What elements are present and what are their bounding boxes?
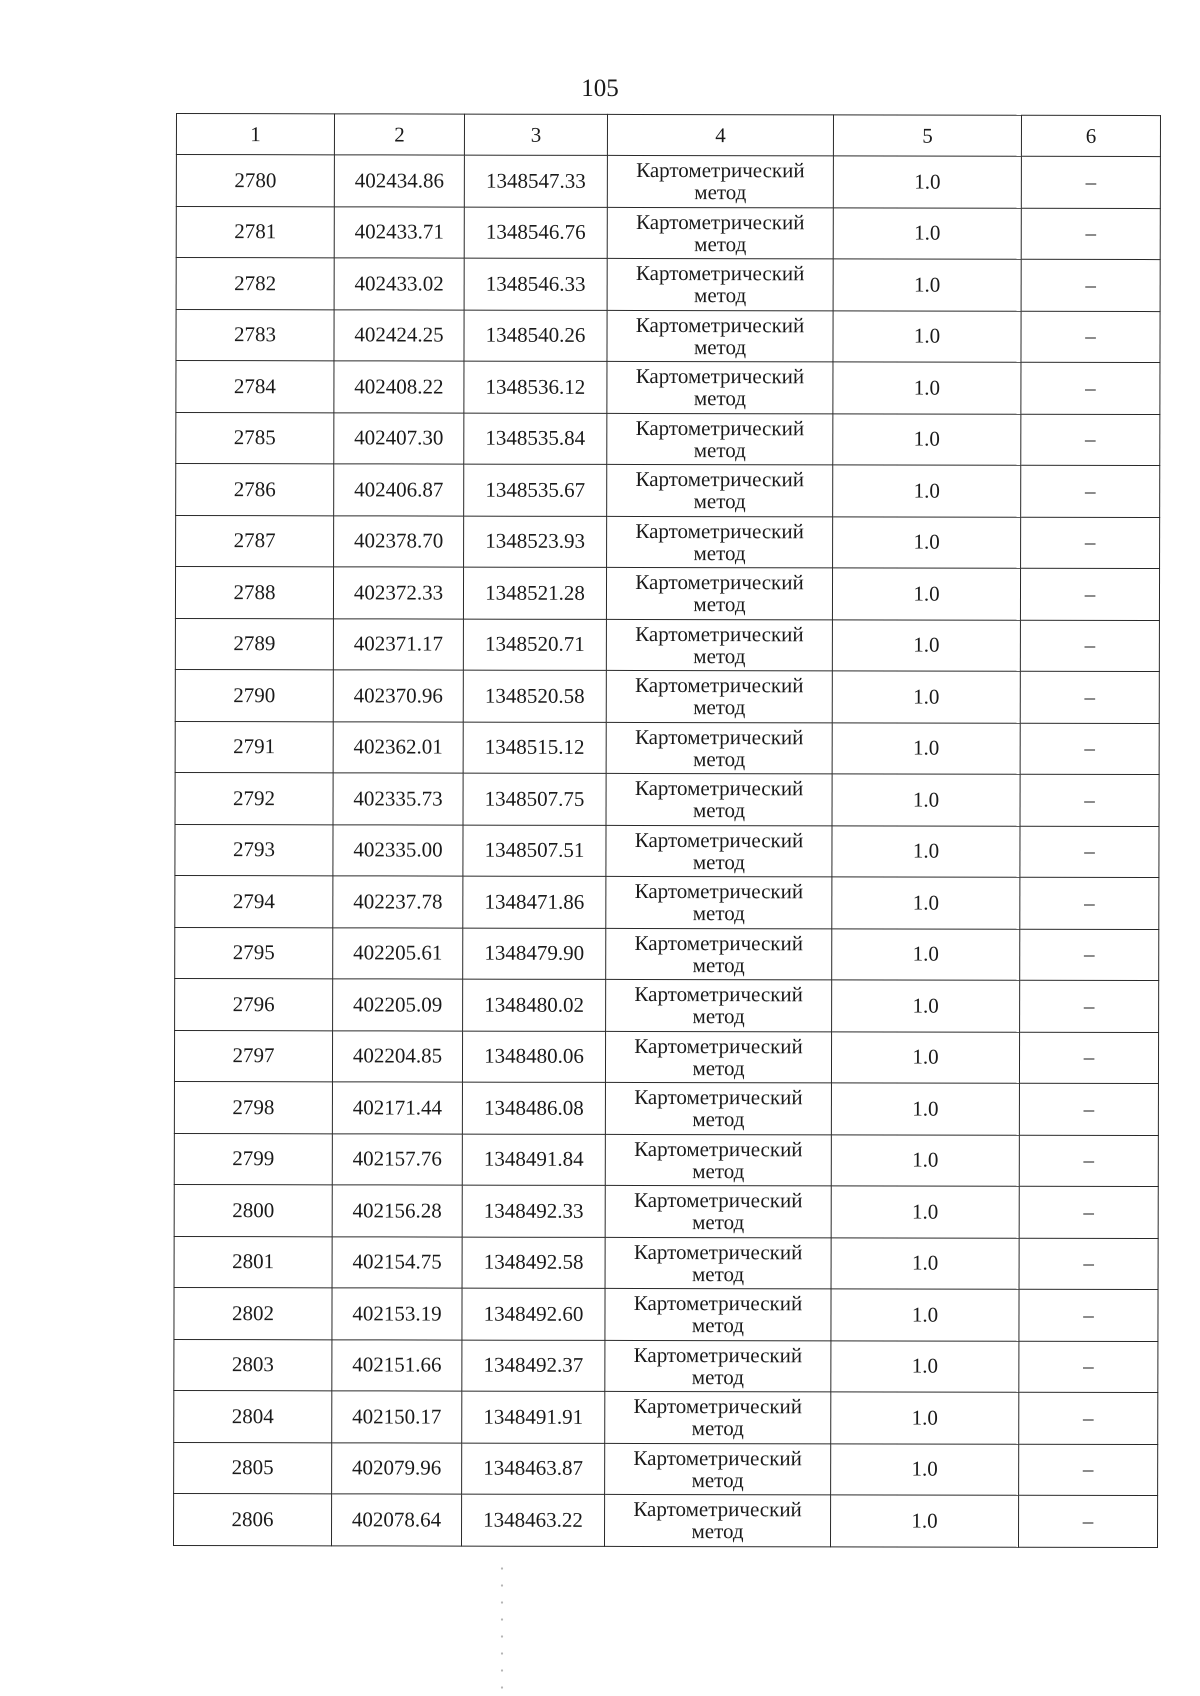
coordinate-x: 402407.30 xyxy=(334,412,464,464)
accuracy: 1.0 xyxy=(833,516,1021,568)
method-line-1: Картометрический xyxy=(635,673,804,698)
method-line-1: Картометрический xyxy=(634,724,804,750)
coordinate-x: 402237.78 xyxy=(333,876,463,928)
method-line-2: метод xyxy=(692,1210,745,1235)
point-number: 2800 xyxy=(174,1184,332,1236)
method-line-1: Картометрический xyxy=(636,209,805,235)
method-cell xyxy=(606,722,832,774)
accuracy: 1.0 xyxy=(833,156,1021,208)
note: – xyxy=(1019,1289,1158,1341)
header-col-4: 4 xyxy=(607,114,833,155)
method-cell xyxy=(607,155,833,207)
accuracy: 1.0 xyxy=(831,1443,1019,1495)
table-row xyxy=(175,875,1159,929)
method-line-1: Картометрический xyxy=(634,1033,803,1059)
note: – xyxy=(1019,1444,1158,1496)
method-line-2: метод xyxy=(693,643,746,668)
accuracy: 1.0 xyxy=(833,362,1021,414)
coordinate-y: 1348463.87 xyxy=(462,1443,605,1495)
accuracy: 1.0 xyxy=(831,1134,1019,1186)
table-row xyxy=(174,1287,1158,1341)
coordinate-y: 1348492.58 xyxy=(462,1237,605,1289)
note: – xyxy=(1021,362,1160,414)
coordinate-x: 402371.17 xyxy=(333,618,463,670)
method-line-1: Картометрический xyxy=(633,1188,803,1213)
note: – xyxy=(1019,1032,1158,1084)
table-row xyxy=(175,927,1159,981)
note: – xyxy=(1020,568,1159,620)
accuracy: 1.0 xyxy=(833,259,1021,311)
table-row xyxy=(176,464,1160,518)
method-line-1: Картометрический xyxy=(635,467,804,492)
note: – xyxy=(1021,259,1160,311)
coordinate-x: 402424.25 xyxy=(334,309,464,361)
note: – xyxy=(1020,774,1159,826)
method-cell xyxy=(605,1237,831,1289)
note: – xyxy=(1020,929,1159,981)
method-cell xyxy=(605,1031,831,1083)
coordinate-x: 402156.28 xyxy=(332,1185,462,1237)
method-cell xyxy=(604,1494,830,1546)
method-line-1: Картометрический xyxy=(633,1239,803,1265)
method-line-2: метод xyxy=(692,1158,745,1183)
accuracy: 1.0 xyxy=(832,671,1020,723)
note: – xyxy=(1019,1341,1158,1393)
method-line-2: метод xyxy=(694,180,747,205)
coordinate-y: 1348492.60 xyxy=(462,1288,605,1340)
point-number: 2792 xyxy=(175,772,333,824)
method-cell xyxy=(607,310,833,362)
table-row xyxy=(176,309,1160,363)
method-line-2: метод xyxy=(692,901,745,926)
note: – xyxy=(1021,208,1160,260)
header-col-3: 3 xyxy=(464,114,607,155)
method-cell xyxy=(607,516,833,568)
point-number: 2804 xyxy=(174,1390,332,1442)
coordinate-y: 1348480.06 xyxy=(462,1031,605,1083)
method-line-1: Картометрический xyxy=(634,982,803,1007)
coordinate-x: 402335.73 xyxy=(333,773,463,825)
point-number: 2798 xyxy=(174,1081,332,1133)
coordinate-x: 402204.85 xyxy=(332,1030,462,1082)
accuracy: 1.0 xyxy=(833,413,1021,465)
header-col-5: 5 xyxy=(833,115,1021,156)
method-line-2: метод xyxy=(693,489,746,514)
coordinate-x: 402151.66 xyxy=(332,1339,462,1391)
note: – xyxy=(1018,1495,1157,1547)
accuracy: 1.0 xyxy=(831,1289,1019,1341)
coordinate-x: 402335.00 xyxy=(333,824,463,876)
header-row xyxy=(176,114,1160,157)
table-row xyxy=(174,1133,1158,1187)
method-line-1: Картометрический xyxy=(633,1497,802,1522)
accuracy: 1.0 xyxy=(832,877,1020,929)
method-line-1: Картометрический xyxy=(634,1136,803,1162)
coordinate-y: 1348546.33 xyxy=(464,258,607,310)
note: – xyxy=(1020,671,1159,723)
table-body xyxy=(174,155,1161,1548)
method-cell xyxy=(606,876,832,928)
method-line-1: Картометрический xyxy=(634,930,804,956)
table-row xyxy=(175,824,1159,878)
method-cell xyxy=(606,773,832,825)
method-cell xyxy=(605,1391,831,1443)
coordinate-y: 1348535.84 xyxy=(464,413,607,465)
method-line-1: Картометрический xyxy=(633,1291,803,1316)
coordinate-y: 1348523.93 xyxy=(464,516,607,568)
point-number: 2793 xyxy=(175,824,333,876)
method-line-1: Картометрический xyxy=(633,1445,802,1471)
point-number: 2787 xyxy=(176,515,334,567)
accuracy: 1.0 xyxy=(832,928,1020,980)
note: – xyxy=(1020,826,1159,878)
point-number: 2803 xyxy=(174,1339,332,1391)
method-line-2: метод xyxy=(692,1107,745,1132)
coordinates-table xyxy=(173,113,1161,1548)
note: – xyxy=(1019,1083,1158,1135)
point-number: 2806 xyxy=(174,1493,332,1545)
method-cell xyxy=(605,1443,831,1495)
table-row xyxy=(175,567,1159,621)
coordinate-y: 1348486.08 xyxy=(462,1082,605,1134)
accuracy: 1.0 xyxy=(832,722,1020,774)
method-cell xyxy=(606,825,832,877)
method-cell xyxy=(605,1185,831,1237)
method-line-2: метод xyxy=(693,334,747,359)
method-line-1: Картометрический xyxy=(634,879,804,904)
method-line-2: метод xyxy=(691,1313,745,1338)
coordinate-y: 1348491.84 xyxy=(462,1134,605,1186)
table-row xyxy=(175,721,1159,775)
table-row xyxy=(174,1030,1158,1084)
coordinate-y: 1348507.51 xyxy=(463,825,606,877)
coordinate-x: 402205.61 xyxy=(333,927,463,979)
accuracy: 1.0 xyxy=(832,619,1020,671)
accuracy: 1.0 xyxy=(831,1237,1019,1289)
coordinate-x: 402434.86 xyxy=(334,155,464,207)
table-row xyxy=(175,618,1159,672)
method-line-1: Картометрический xyxy=(635,621,804,647)
coordinate-x: 402205.09 xyxy=(333,979,463,1031)
note: – xyxy=(1021,465,1160,517)
coordinate-y: 1348463.22 xyxy=(462,1494,605,1546)
coordinate-y: 1348535.67 xyxy=(464,464,607,516)
coordinate-x: 402079.96 xyxy=(332,1442,462,1494)
coordinate-x: 402433.71 xyxy=(334,206,464,258)
coordinate-y: 1348540.26 xyxy=(464,310,607,362)
accuracy: 1.0 xyxy=(831,1392,1019,1444)
method-cell xyxy=(605,1340,831,1392)
note: – xyxy=(1021,156,1160,208)
note: – xyxy=(1021,311,1160,363)
table-row xyxy=(175,669,1159,723)
table-row xyxy=(174,1236,1158,1290)
accuracy: 1.0 xyxy=(831,1031,1019,1083)
coordinate-y: 1348471.86 xyxy=(463,876,606,928)
coordinate-y: 1348492.37 xyxy=(462,1340,605,1392)
point-number: 2784 xyxy=(176,361,334,413)
coordinate-y: 1348480.02 xyxy=(463,979,606,1031)
point-number: 2790 xyxy=(175,669,333,721)
note: – xyxy=(1019,1135,1158,1187)
method-cell xyxy=(607,413,833,465)
accuracy: 1.0 xyxy=(833,310,1021,362)
method-line-2: метод xyxy=(693,746,746,771)
accuracy: 1.0 xyxy=(832,825,1020,877)
coordinate-x: 402157.76 xyxy=(332,1133,462,1185)
accuracy: 1.0 xyxy=(831,1340,1019,1392)
note: – xyxy=(1020,723,1159,775)
coordinate-x: 402362.01 xyxy=(333,721,463,773)
accuracy: 1.0 xyxy=(831,1186,1019,1238)
table-row xyxy=(175,772,1159,826)
method-cell xyxy=(605,1134,831,1186)
method-line-2: метод xyxy=(691,1519,744,1544)
point-number: 2795 xyxy=(175,927,333,979)
method-line-1: Картометрический xyxy=(633,1394,803,1419)
note: – xyxy=(1021,517,1160,569)
point-number: 2799 xyxy=(174,1133,332,1185)
method-cell xyxy=(607,464,833,516)
method-line-2: метод xyxy=(691,1467,744,1492)
point-number: 2786 xyxy=(176,464,334,516)
coordinate-y: 1348507.75 xyxy=(463,773,606,825)
note: – xyxy=(1020,980,1159,1032)
table-row xyxy=(176,206,1160,260)
table-row xyxy=(176,515,1160,569)
coordinate-x: 402078.64 xyxy=(332,1494,462,1546)
coordinate-y: 1348520.71 xyxy=(463,619,606,671)
coordinate-y: 1348520.58 xyxy=(463,670,606,722)
table-row xyxy=(176,155,1160,209)
method-line-2: метод xyxy=(694,283,747,308)
coordinate-y: 1348546.76 xyxy=(464,207,607,259)
method-line-2: метод xyxy=(693,592,746,617)
method-line-2: метод xyxy=(691,1364,744,1389)
coordinate-x: 402408.22 xyxy=(334,361,464,413)
method-line-1: Картометрический xyxy=(634,827,804,853)
table-row xyxy=(174,1493,1158,1547)
accuracy: 1.0 xyxy=(833,465,1021,517)
header-col-1: 1 xyxy=(176,114,334,155)
note: – xyxy=(1021,414,1160,466)
method-line-1: Картометрический xyxy=(635,518,804,544)
accuracy: 1.0 xyxy=(832,980,1020,1032)
note: – xyxy=(1019,1392,1158,1444)
method-cell xyxy=(606,619,832,671)
note: – xyxy=(1020,877,1159,929)
table-row xyxy=(174,1184,1158,1238)
method-line-1: Картометрический xyxy=(636,158,805,183)
point-number: 2791 xyxy=(175,721,333,773)
method-line-2: метод xyxy=(692,952,745,977)
point-number: 2797 xyxy=(174,1030,332,1082)
coordinate-y: 1348521.28 xyxy=(463,567,606,619)
table-row xyxy=(174,1390,1158,1444)
coordinate-x: 402154.75 xyxy=(332,1236,462,1288)
point-number: 2788 xyxy=(175,567,333,619)
table-row xyxy=(174,1339,1158,1393)
method-cell xyxy=(606,979,832,1031)
point-number: 2802 xyxy=(174,1287,332,1339)
scan-artifact-dots xyxy=(499,1560,505,1690)
method-line-2: метод xyxy=(693,437,746,462)
method-line-2: метод xyxy=(691,1416,744,1441)
table-row xyxy=(176,361,1160,415)
method-line-2: метод xyxy=(692,1055,745,1080)
method-cell xyxy=(605,1288,831,1340)
table-row xyxy=(176,412,1160,466)
accuracy: 1.0 xyxy=(833,207,1021,259)
method-line-2: метод xyxy=(692,849,746,874)
point-number: 2781 xyxy=(176,206,334,258)
method-cell xyxy=(607,361,833,413)
method-line-1: Картометрический xyxy=(635,312,805,338)
coordinate-x: 402378.70 xyxy=(334,515,464,567)
method-line-2: метод xyxy=(693,386,746,411)
coordinate-y: 1348515.12 xyxy=(463,722,606,774)
coordinate-x: 402406.87 xyxy=(334,464,464,516)
coordinate-x: 402370.96 xyxy=(333,670,463,722)
point-number: 2783 xyxy=(176,309,334,361)
note: – xyxy=(1019,1238,1158,1290)
coordinate-x: 402150.17 xyxy=(332,1391,462,1443)
method-line-2: метод xyxy=(693,695,746,720)
method-line-2: метод xyxy=(691,1261,745,1286)
method-line-1: Картометрический xyxy=(635,415,805,441)
point-number: 2789 xyxy=(175,618,333,670)
header-col-2: 2 xyxy=(334,114,464,155)
point-number: 2805 xyxy=(174,1442,332,1494)
point-number: 2801 xyxy=(174,1236,332,1288)
point-number: 2782 xyxy=(176,258,334,310)
method-cell xyxy=(606,567,832,619)
coordinate-x: 402171.44 xyxy=(332,1082,462,1134)
table-header xyxy=(176,114,1160,157)
note: – xyxy=(1019,1186,1158,1238)
point-number: 2794 xyxy=(175,875,333,927)
point-number: 2796 xyxy=(175,978,333,1030)
method-cell xyxy=(607,258,833,310)
point-number: 2780 xyxy=(176,155,334,207)
table-row xyxy=(175,978,1159,1032)
page-number: 105 xyxy=(581,75,619,102)
coordinate-x: 402433.02 xyxy=(334,258,464,310)
method-line-2: метод xyxy=(693,540,746,565)
method-cell xyxy=(607,207,833,259)
accuracy: 1.0 xyxy=(832,568,1020,620)
method-cell xyxy=(606,928,832,980)
method-line-2: метод xyxy=(692,1004,745,1029)
method-line-1: Картометрический xyxy=(635,364,805,389)
method-line-1: Картометрический xyxy=(634,1085,803,1110)
method-line-1: Картометрический xyxy=(635,570,804,595)
coordinate-y: 1348536.12 xyxy=(464,361,607,413)
coordinate-y: 1348492.33 xyxy=(462,1185,605,1237)
accuracy: 1.0 xyxy=(830,1495,1018,1547)
coordinate-x: 402372.33 xyxy=(333,567,463,619)
method-line-1: Картометрический xyxy=(635,261,805,286)
table-row xyxy=(176,258,1160,312)
method-cell xyxy=(606,670,832,722)
accuracy: 1.0 xyxy=(831,1083,1019,1135)
method-cell xyxy=(605,1082,831,1134)
point-number: 2785 xyxy=(176,412,334,464)
header-col-6: 6 xyxy=(1021,115,1160,156)
table-row xyxy=(174,1442,1158,1496)
accuracy: 1.0 xyxy=(832,774,1020,826)
coordinate-y: 1348547.33 xyxy=(464,155,607,207)
method-line-2: метод xyxy=(694,231,747,256)
method-line-2: метод xyxy=(692,798,746,823)
coordinate-y: 1348491.91 xyxy=(462,1391,605,1443)
note: – xyxy=(1020,620,1159,672)
method-line-1: Картометрический xyxy=(634,776,804,801)
table-row xyxy=(174,1081,1158,1135)
method-line-1: Картометрический xyxy=(633,1342,803,1368)
coordinate-y: 1348479.90 xyxy=(463,928,606,980)
coordinate-x: 402153.19 xyxy=(332,1288,462,1340)
